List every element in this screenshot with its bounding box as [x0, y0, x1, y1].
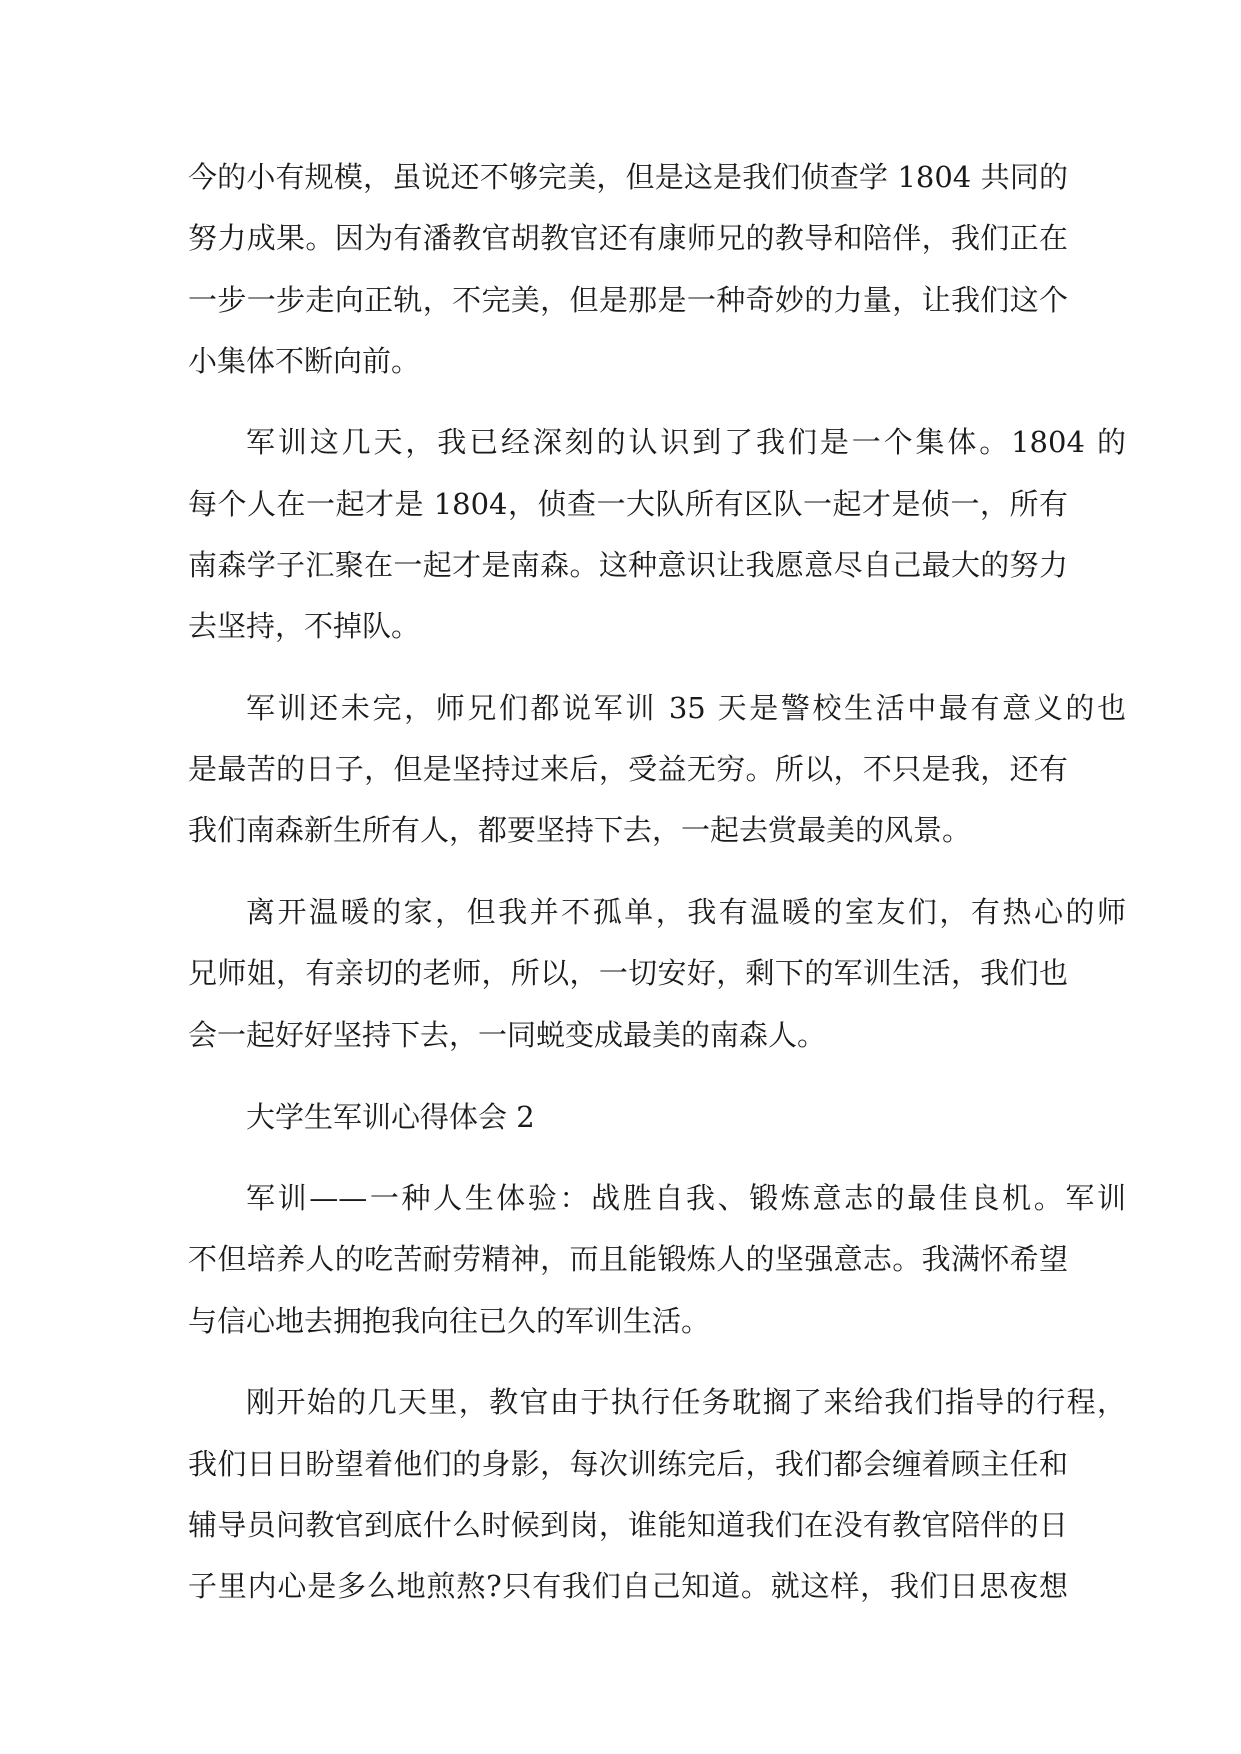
- paragraph-line: 军训还未完，师兄们都说军训 35 天是警校生活中最有意义的也: [246, 691, 1126, 725]
- paragraph-line: 与信心地去拥抱我向往已久的军训生活。: [188, 1304, 711, 1338]
- paragraph-line: 不但培养人的吃苦耐劳精神，而且能锻炼人的坚强意志。我满怀希望: [188, 1242, 1068, 1276]
- paragraph-line: 离开温暖的家，但我并不孤单，我有温暖的室友们，有热心的师: [246, 895, 1126, 929]
- paragraph-line: 一步一步走向正轨，不完美，但是那是一种奇妙的力量，让我们这个: [188, 283, 1068, 317]
- paragraph-line: 是最苦的日子，但是坚持过来后，受益无穷。所以，不只是我，还有: [188, 752, 1068, 786]
- paragraph-line: 我们日日盼望着他们的身影，每次训练完后，我们都会缠着顾主任和: [188, 1447, 1068, 1481]
- paragraph-line: 今的小有规模，虽说还不够完美，但是这是我们侦查学 1804 共同的: [188, 160, 1068, 194]
- paragraph-line: 兄师姐，有亲切的老师，所以，一切安好，剩下的军训生活，我们也: [188, 956, 1068, 990]
- paragraph-line: 军训这几天，我已经深刻的认识到了我们是一个集体。1804 的: [246, 425, 1126, 459]
- paragraph-line: 军训——一种人生体验：战胜自我、锻炼意志的最佳良机。军训: [246, 1181, 1126, 1215]
- paragraph-line: 我们南森新生所有人，都要坚持下去，一起去赏最美的风景。: [188, 813, 972, 847]
- paragraph-line: 南森学子汇聚在一起才是南森。这种意识让我愿意尽自己最大的努力: [188, 548, 1068, 582]
- paragraph-line: 小集体不断向前。: [188, 344, 421, 378]
- paragraph-line: 辅导员问教官到底什么时候到岗，谁能知道我们在没有教官陪伴的日: [188, 1508, 1068, 1542]
- paragraph-line: 会一起好好坚持下去，一同蜕变成最美的南森人。: [188, 1018, 827, 1052]
- paragraph-line: 刚开始的几天里，教官由于执行任务耽搁了来给我们指导的行程，: [246, 1385, 1126, 1419]
- paragraph-line: 努力成果。因为有潘教官胡教官还有康师兄的教导和陪伴，我们正在: [188, 221, 1068, 255]
- section-heading: 大学生军训心得体会 2: [246, 1100, 535, 1134]
- paragraph-line: 每个人在一起才是 1804，侦查一大队所有区队一起才是侦一，所有: [188, 487, 1068, 521]
- paragraph-line: 子里内心是多么地煎熬?只有我们自己知道。就这样，我们日思夜想: [188, 1569, 1068, 1603]
- paragraph-line: 去坚持，不掉队。: [188, 609, 421, 643]
